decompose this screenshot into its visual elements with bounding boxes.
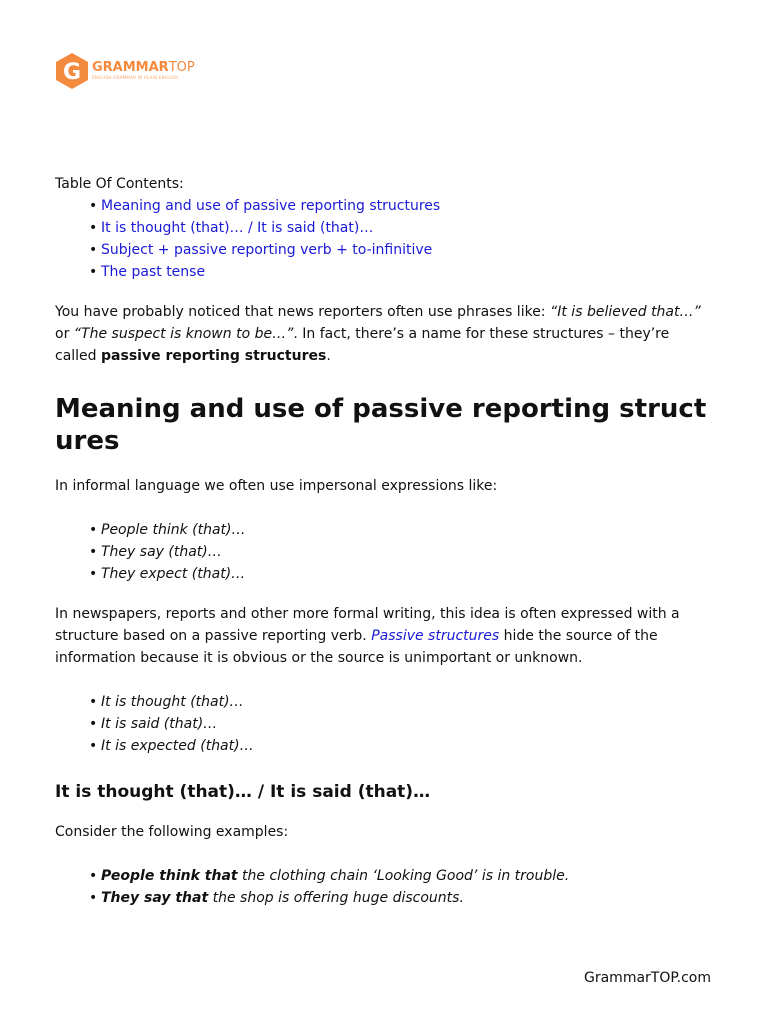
section-heading-it-is-thought: It is thought (that)… / It is said (that)… bbox=[55, 782, 431, 802]
informal-expressions-list bbox=[55, 519, 715, 585]
passive-structures-link[interactable]: Passive structures bbox=[371, 628, 500, 644]
list-item: • It is said (that)… bbox=[101, 713, 715, 735]
formal-paragraph bbox=[55, 603, 715, 669]
intro-text-2: or bbox=[55, 326, 74, 342]
list-item: • People think (that)… bbox=[101, 519, 715, 541]
toc-item bbox=[101, 217, 715, 239]
toc-item bbox=[101, 239, 715, 261]
formal-expressions-list bbox=[55, 691, 715, 757]
logo-wordmark bbox=[92, 61, 195, 75]
list-item: • It is expected (that)… bbox=[101, 735, 715, 757]
toc-link-meaning[interactable]: Meaning and use of passive reporting structures bbox=[101, 198, 441, 214]
example-rest: the clothing chain ‘Looking Good’ is in trouble. bbox=[237, 868, 570, 884]
intro-paragraph bbox=[55, 301, 715, 367]
grammartop-logo-icon bbox=[54, 52, 90, 90]
toc-list bbox=[55, 195, 715, 283]
formal-text-b: hide the source of the information because it is obvious or the source is unimportant or unknown. bbox=[55, 628, 658, 666]
example-rest: the shop is offering huge discounts. bbox=[208, 890, 464, 906]
intro-text-4: . bbox=[326, 348, 331, 364]
informal-paragraph: In informal language we often use impersonal expressions like: bbox=[55, 478, 498, 494]
footer-site-name: GrammarTOP.com bbox=[584, 970, 711, 986]
toc-item bbox=[101, 195, 715, 217]
list-item bbox=[101, 865, 715, 887]
intro-bold-term: passive reporting structures bbox=[101, 348, 327, 364]
toc-link-past-tense[interactable]: The past tense bbox=[101, 264, 206, 280]
toc-item bbox=[101, 261, 715, 283]
article-content bbox=[55, 173, 715, 909]
section-heading-meaning: Meaning and use of passive reporting structures bbox=[55, 394, 707, 456]
toc-title: Table Of Contents: bbox=[55, 176, 184, 192]
example-bold: People think that bbox=[101, 868, 238, 884]
toc-link-it-is-thought[interactable]: It is thought (that)… / It is said (that)… bbox=[101, 220, 374, 236]
intro-text-1: You have probably noticed that news reporters often use phrases like: bbox=[55, 304, 550, 320]
examples-list bbox=[55, 865, 715, 909]
intro-text-3: . In fact, there’s a name for these structures – they’re called bbox=[55, 326, 670, 364]
logo[interactable] bbox=[54, 52, 195, 90]
toc-link-subject-passive[interactable]: Subject + passive reporting verb + to-infinitive bbox=[101, 242, 433, 258]
examples-intro: Consider the following examples: bbox=[55, 824, 289, 840]
intro-quote-1: “It is believed that…” bbox=[549, 304, 701, 320]
example-bold: They say that bbox=[101, 890, 209, 906]
intro-quote-2: “The suspect is known to be…” bbox=[73, 326, 294, 342]
list-item: • It is thought (that)… bbox=[101, 691, 715, 713]
formal-text-a: In newspapers, reports and other more formal writing, this idea is often expressed with a structure based on a passive reporting verb. bbox=[55, 606, 680, 644]
svg-text:G: G bbox=[62, 60, 82, 85]
list-item bbox=[101, 887, 715, 909]
list-item: • They expect (that)… bbox=[101, 563, 715, 585]
logo-wordmark-part1: GRAMMAR bbox=[92, 60, 169, 75]
logo-tagline: ENGLISH GRAMMAR IN PLAIN ENGLISH bbox=[92, 75, 179, 80]
list-item: • They say (that)… bbox=[101, 541, 715, 563]
logo-wordmark-part2: TOP bbox=[168, 60, 195, 75]
